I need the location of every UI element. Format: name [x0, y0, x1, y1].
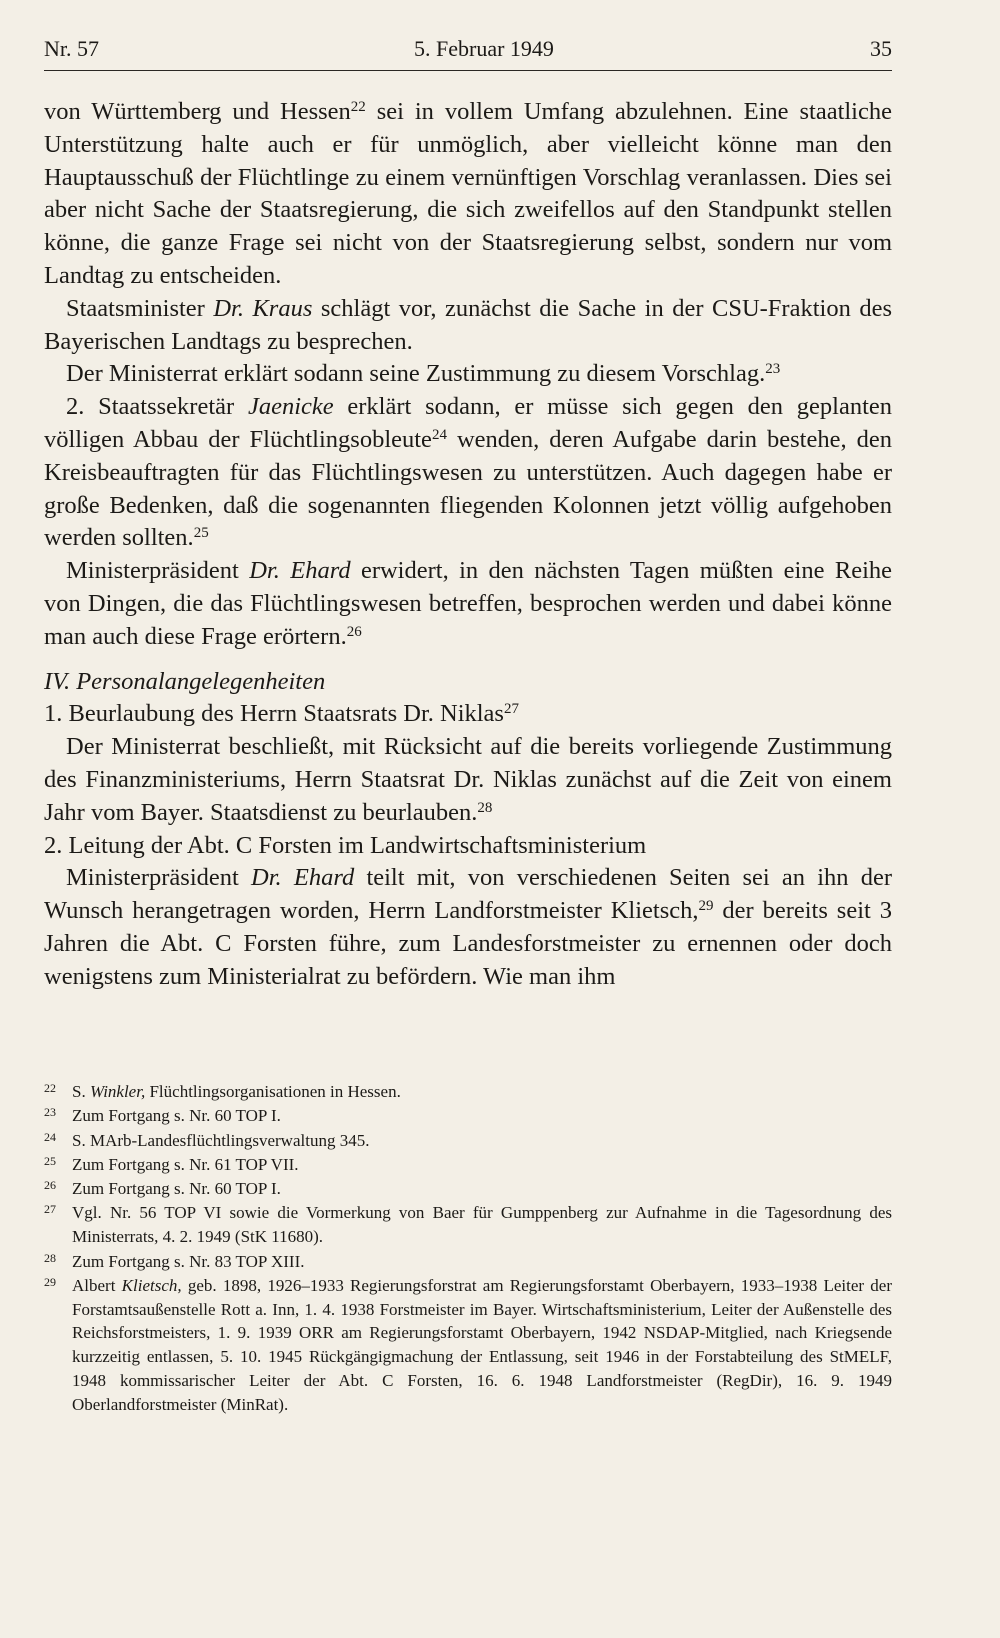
- footnote-text: Flüchtlingsorganisationen in Hessen.: [145, 1082, 401, 1101]
- footnote-text: Zum Fortgang s. Nr. 60 TOP I.: [72, 1179, 281, 1199]
- footnote-text: Zum Fortgang s. Nr. 61 TOP VII.: [72, 1154, 299, 1174]
- footnote-26: [44, 1177, 892, 1201]
- footnote-24: [44, 1129, 892, 1153]
- footnote-text: S. MArb-Landesflüchtlingsverwaltung 345.: [72, 1130, 370, 1150]
- paragraph-continuation: [44, 96, 892, 293]
- text-run: schlägt vor, zunächst die Sache in der CSU-Fraktion des Bayerischen Landtags zu besprechen.: [44, 294, 892, 355]
- footnote-number: 29: [44, 1274, 56, 1289]
- footnote-number: 22: [44, 1081, 56, 1095]
- item-heading-forsten: 2. Leitung der Abt. C Forsten im Landwirtschaftsministerium: [44, 831, 647, 859]
- footnote-person-name: Klietsch,: [121, 1275, 182, 1295]
- text-run: wenden, deren Aufgabe darin bestehe, den Kreisbeauftragten für das Flüchtlingswesen zu unterstützen. Auch dagegen habe er große Bedenken, daß die sogenannten fliegenden Kolonnen jetzt völlig aufgehoben werden sollten.: [44, 425, 892, 552]
- footnote-ref-23[interactable]: 23: [765, 361, 781, 378]
- text-run: Ministerpräsident: [66, 557, 250, 585]
- footnote-ref-22[interactable]: 22: [350, 99, 366, 115]
- text-run: Ministerpräsident: [66, 864, 252, 892]
- text-run: der bereits seit 3 Jahren die Abt. C Forsten führe, zum Landesforstmeister zu ernennen oder doch wenigstens zum Ministerialrat zu befördern. Wie man ihm: [44, 897, 892, 990]
- text-run: Der Ministerrat beschließt, mit Rücksicht auf die bereits vorliegende Zustimmung des Finanzministeriums, Herrn Staatsrat Dr. Niklas zunächst auf die Zeit von einem Jahr vom Bayer. Staatsdienst zu beurlauben.: [44, 733, 892, 826]
- footnote-ref-27[interactable]: 27: [503, 701, 519, 718]
- speaker-name: Dr. Ehard: [249, 557, 351, 585]
- paragraph-klietsch: [44, 862, 892, 993]
- speaker-name: Jaenicke: [247, 393, 334, 421]
- text-run: von Württemberg und Hessen: [44, 98, 351, 125]
- text-run: erwidert, in den nächsten Tagen müßten eine Reihe von Dingen, die das Flüchtlingswesen betreffen, besprochen werden und dabei könne man auch diese Frage erörtern.: [44, 557, 892, 650]
- main-text: [44, 96, 892, 994]
- text-run: 2. Staatssekretär: [66, 393, 248, 421]
- text-run: erklärt sodann, er müsse sich gegen den geplanten völligen Abbau der Flüchtlingsobleute: [44, 393, 892, 453]
- footnote-text: Vgl. Nr. 56 TOP VI sowie die Vormerkung von Baer für Gumppenberg zur Aufnahme in die Tagesordnung des Ministerrats, 4. 2. 1949 (StK 11680).: [72, 1203, 892, 1247]
- paragraph-consent: [44, 358, 892, 391]
- paragraph-ehard-reply: [44, 555, 892, 653]
- footnote-text: Albert: [72, 1275, 122, 1295]
- document-number: Nr. 57: [44, 36, 99, 61]
- footnote-text: Zum Fortgang s. Nr. 83 TOP XIII.: [72, 1251, 305, 1271]
- footnote-ref-29[interactable]: 29: [698, 898, 714, 915]
- footnote-number: 27: [44, 1202, 56, 1217]
- footnote-author: Winkler,: [89, 1082, 146, 1101]
- footnote-29: [44, 1274, 892, 1417]
- footnote-number: 25: [44, 1153, 56, 1168]
- text-run: Staatsminister: [66, 294, 214, 322]
- footnote-27: [44, 1201, 892, 1249]
- section-gap: [44, 654, 892, 666]
- text-run: Der Ministerrat erklärt sodann seine Zustimmung zu diesem Vorschlag.: [66, 360, 766, 388]
- header-rule: [44, 70, 892, 71]
- speaker-name: Dr. Ehard: [251, 864, 355, 892]
- footnote-number: 23: [44, 1105, 56, 1120]
- item-heading-niklas: [44, 698, 892, 731]
- paragraph-kraus: [44, 293, 892, 359]
- footnote-ref-28[interactable]: 28: [477, 799, 493, 816]
- header-date: 5. Februar 1949: [414, 36, 554, 61]
- footnote-text: S.: [72, 1082, 90, 1101]
- footnote-28: [44, 1250, 892, 1274]
- page-header: [44, 36, 892, 70]
- footnote-ref-24[interactable]: 24: [431, 426, 447, 443]
- footnote-text: Zum Fortgang s. Nr. 60 TOP I.: [72, 1106, 281, 1126]
- footnote-number: 26: [44, 1178, 56, 1193]
- footnote-25: [44, 1153, 892, 1177]
- footnote-ref-25[interactable]: 25: [193, 525, 209, 542]
- footnote-ref-26[interactable]: 26: [346, 623, 362, 640]
- footnote-number: 24: [44, 1129, 56, 1144]
- text-run: sei in vollem Umfang abzulehnen. Eine staatliche Unterstützung halte auch er für unmöglich, aber vielleicht könne man den Hauptausschuß der Flüchtlinge zu einem vernünftigen Vorschlag veranlassen. Dies sei aber nicht Sache der Staatsregierung, die sich zweifellos auf den Standpunkt stellen könne, die ganze Frage sei nicht von der Staatsregierung selbst, sondern nur vom Landtag zu entscheiden.: [44, 98, 892, 289]
- footnote-22: [44, 1080, 892, 1104]
- footnote-23: [44, 1104, 892, 1128]
- text-run: 1. Beurlaubung des Herrn Staatsrats Dr. Niklas: [44, 700, 504, 728]
- paragraph-niklas-decision: [44, 731, 892, 829]
- paragraph-jaenicke: [44, 391, 892, 555]
- footnotes: [44, 1080, 892, 1417]
- speaker-name: Dr. Kraus: [213, 294, 313, 322]
- page-number: 35: [870, 36, 892, 61]
- section-heading: IV. Personalangelegenheiten: [44, 667, 326, 695]
- footnote-number: 28: [44, 1250, 56, 1265]
- text-run: teilt mit, von verschiedenen Seiten sei an ihn der Wunsch herangetragen worden, Herrn Landforstmeister Klietsch,: [44, 864, 893, 925]
- footnote-text: geb. 1898, 1926–1933 Regierungsforstrat am Regierungsforstamt Oberbayern, 1933–1938 Leiter der Forstamtsaußenstelle Rott a. Inn, 1. 4. 1938 Forstmeister im Bayer. Wirtschaftsministerium, Leiter der Außenstelle des Reichsforstmeisters, 1. 9. 1939 ORR am Regierungsforstamt Oberbayern, 1942 NSDAP-Mitglied, nach Kriegsende kurzzeitig entlassen, 5. 10. 1945 Rückgängigmachung der Entlassung, seit 1946 in der Forstabteilung des StMELF, 1948 kommissarischer Leiter der Abt. C Forsten, 16. 6. 1948 Landforstmeister (RegDir), 16. 9. 1949 Oberlandforstmeister (MinRat).: [72, 1275, 892, 1414]
